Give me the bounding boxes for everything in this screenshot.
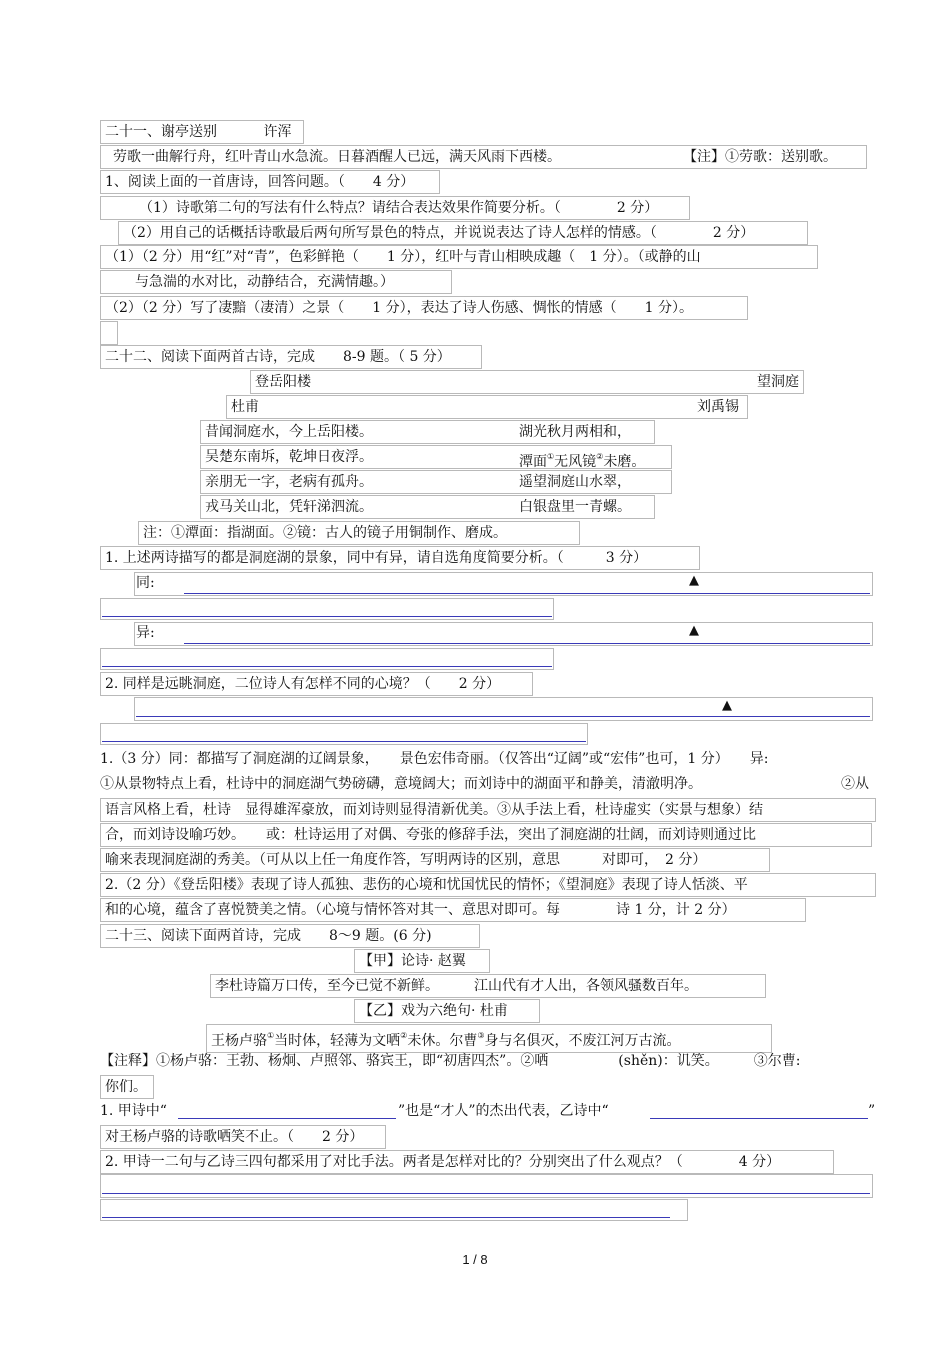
poem-titles-row: [250, 370, 804, 394]
question-intro: 1、阅读上面的一首唐诗，回答问题。（ 4 分）: [100, 170, 440, 194]
note-marker: ②: [596, 452, 604, 461]
poem-row-2: [200, 445, 672, 469]
answer-1-line-2-text: 与急湍的水对比，动静结合，充满情趣。）: [135, 274, 394, 290]
answer-box: [134, 697, 873, 721]
section-21-title: 二十一、谢亭送别: [105, 124, 217, 140]
section-23-title: 二十三、阅读下面两首诗，完成 8～9 题。(6 分): [100, 924, 480, 948]
answer-line[interactable]: [102, 666, 552, 667]
poem-note: 注：①潭面：指湖面。②镜：古人的镜子用铜制作、磨成。: [138, 521, 580, 545]
poem-b-line: 遥望洞庭山水翠，: [519, 474, 631, 490]
question-1: [100, 196, 690, 220]
answer-text: 2.（2 分）《登岳阳楼》表现了诗人孤独、悲伤的心境和忧国忧民的情怀；《望洞庭》表现了诗人恬淡、平: [100, 873, 876, 897]
answer-1-line-1: （1）（2 分）用“红”对“青”，色彩鲜艳（ 1 分），红叶与青山相映成趣（ 1 分）。（或静的山: [100, 245, 818, 269]
poem-b-line-with-notes: [519, 446, 645, 473]
poem-b-line: 白银盘里一青螺。: [519, 499, 631, 515]
answer-line[interactable]: [184, 643, 870, 644]
poem-a-author: 杜甫: [231, 399, 259, 415]
s23-question-1-mid: ”也是“才人”的杰出代表，乙诗中“: [398, 1103, 609, 1119]
section-22-title: 二十二、阅读下面两首古诗，完成 8-9 题。（ 5 分）: [100, 345, 482, 369]
triangle-icon: ▲: [689, 623, 699, 638]
poem-note: 【注】①劳歌：送别歌。: [683, 149, 837, 165]
poem-b-text: 未磨。: [603, 454, 646, 470]
poem-a-line: 戎马关山北，凭轩涕泗流。: [205, 499, 373, 515]
diff-label: 异:: [136, 625, 155, 641]
s23-question-1-start: 1. 甲诗中“: [100, 1103, 167, 1119]
section-21-heading: [100, 120, 304, 144]
poem-a-line: 昔闻洞庭水，今上岳阳楼。: [205, 424, 373, 440]
poem-text-line: [100, 145, 867, 169]
empty-box: [100, 321, 118, 345]
note-marker: ①: [547, 452, 555, 461]
poem-authors-row: [226, 395, 748, 419]
answer-box: [100, 1174, 873, 1198]
answer-line[interactable]: [102, 1217, 670, 1218]
question-1-text: （1）诗歌第二句的写法有什么特点？请结合表达效果作简要分析。（ 2 分）: [139, 200, 659, 216]
poem-b-title: 望洞庭: [757, 374, 799, 390]
answer-text: ②从: [841, 776, 869, 792]
fill-blank-line[interactable]: [178, 1118, 396, 1119]
fill-blank-line[interactable]: [650, 1118, 868, 1119]
answer-text: 1.（3 分）同：都描写了洞庭湖的辽阔景象， 景色宏伟奇丽。（仅答出“辽阔”或“宏伟”也可，1 分） 异:: [100, 751, 769, 767]
poem-b-author: 刘禹锡: [697, 399, 739, 415]
question-2: 2. 同样是远眺洞庭，二位诗人有怎样不同的心境？（ 2 分）: [100, 672, 533, 696]
answer-line[interactable]: [102, 1193, 870, 1194]
poem-a-title: 登岳阳楼: [255, 374, 311, 390]
poem-a-line: 吴楚东南坼，乾坤日夜浮。: [205, 449, 373, 465]
poem-b-text: 潭面: [519, 454, 547, 470]
answer-text: 和的心境，蕴含了喜悦赞美之情。（心境与情怀答对其一、意思对即可。每 诗 1 分，计 2 分）: [100, 898, 806, 922]
answer-line[interactable]: [102, 741, 586, 742]
question-2: （2）用自己的话概括诗歌最后两句所写景色的特点，并说说表达了诗人怎样的情感。（ 2 分）: [118, 221, 808, 245]
poem-row-1: [200, 420, 655, 444]
poem-b-text: 身与名俱灭，不废江河万古流。: [484, 1033, 681, 1049]
same-label: 同:: [136, 575, 155, 591]
poem-b-line: 湖光秋月两相和，: [519, 424, 631, 440]
answer-line[interactable]: [184, 593, 870, 594]
poem-a-text: 李杜诗篇万口传，至今已觉不新鲜。 江山代有才人出，各领风骚数百年。: [210, 974, 766, 998]
triangle-icon: ▲: [689, 573, 699, 588]
answer-2: （2）（2 分）写了凄黯（凄清）之景（ 1 分），表达了诗人伤感、惆怅的情感（ 1 分）。: [100, 296, 748, 320]
note-marker: ③: [477, 1031, 485, 1040]
poem-a-title: 【甲】论诗· 赵翼: [354, 949, 490, 973]
s23-question-2: 2. 甲诗一二句与乙诗三四句都采用了对比手法。两者是怎样对比的？分别突出了什么观点？（ 4 分）: [100, 1150, 834, 1174]
poem-b-text: 王杨卢骆: [211, 1033, 267, 1049]
answer-text: 语言风格上看，杜诗 显得雄浑豪放，而刘诗则显得清新优美。③从手法上看，杜诗虚实（实景与想象）结: [100, 798, 876, 822]
s23-question-1-end: ”: [868, 1103, 876, 1119]
poem-text: 劳歌一曲解行舟，红叶青山水急流。日暮酒醒人已远，满天风雨下西楼。: [113, 149, 561, 165]
note-line-1: 【注释】①杨卢骆：王勃、杨炯、卢照邻、骆宾王，即“初唐四杰”。②哂 (shěn)：讥笑。 ③尔曹:: [100, 1053, 801, 1069]
poem-b-text: 未休。尔曹: [407, 1033, 478, 1049]
answer-text: 喻来表现洞庭湖的秀美。（可从以上任一角度作答，写明两诗的区别，意思 对即可， 2 分）: [100, 848, 770, 872]
s23-question-1-line2: 对王杨卢骆的诗歌哂笑不止。（ 2 分）: [100, 1125, 386, 1149]
poem-b-title: 【乙】戏为六绝句· 杜甫: [354, 999, 540, 1023]
question-1: 1. 上述两诗描写的都是洞庭湖的景象，同中有异，请自选角度简要分析。（ 3 分）: [100, 546, 700, 570]
poem-a-line: 亲朋无一字，老病有孤舟。: [205, 474, 373, 490]
triangle-icon: ▲: [722, 698, 732, 713]
note-line-2: 你们。: [100, 1075, 154, 1099]
answer-line[interactable]: [136, 716, 870, 717]
answer-text: ①从景物特点上看，杜诗中的洞庭湖气势磅礴，意境阔大；而刘诗中的湖面平和静美，清澈明净。: [100, 776, 702, 792]
poem-b-text-line: [206, 1024, 772, 1053]
poem-row-4: [200, 495, 655, 519]
poem-row-3: [200, 470, 672, 494]
answer-1-line-2: [100, 270, 452, 294]
answer-line[interactable]: [102, 616, 552, 617]
answer-text: 合，而刘诗设喻巧妙。 或：杜诗运用了对偶、夸张的修辞手法，突出了洞庭湖的壮阔，而刘诗则通过比: [100, 823, 872, 847]
poem-b-text: 当时体，轻薄为文哂: [274, 1033, 401, 1049]
poem-author: 许浑: [263, 124, 292, 140]
poem-b-text: 无风镜: [554, 454, 597, 470]
page-number: 1 / 8: [462, 1252, 488, 1267]
note-marker: ②: [400, 1031, 408, 1040]
note-marker: ①: [267, 1031, 275, 1040]
